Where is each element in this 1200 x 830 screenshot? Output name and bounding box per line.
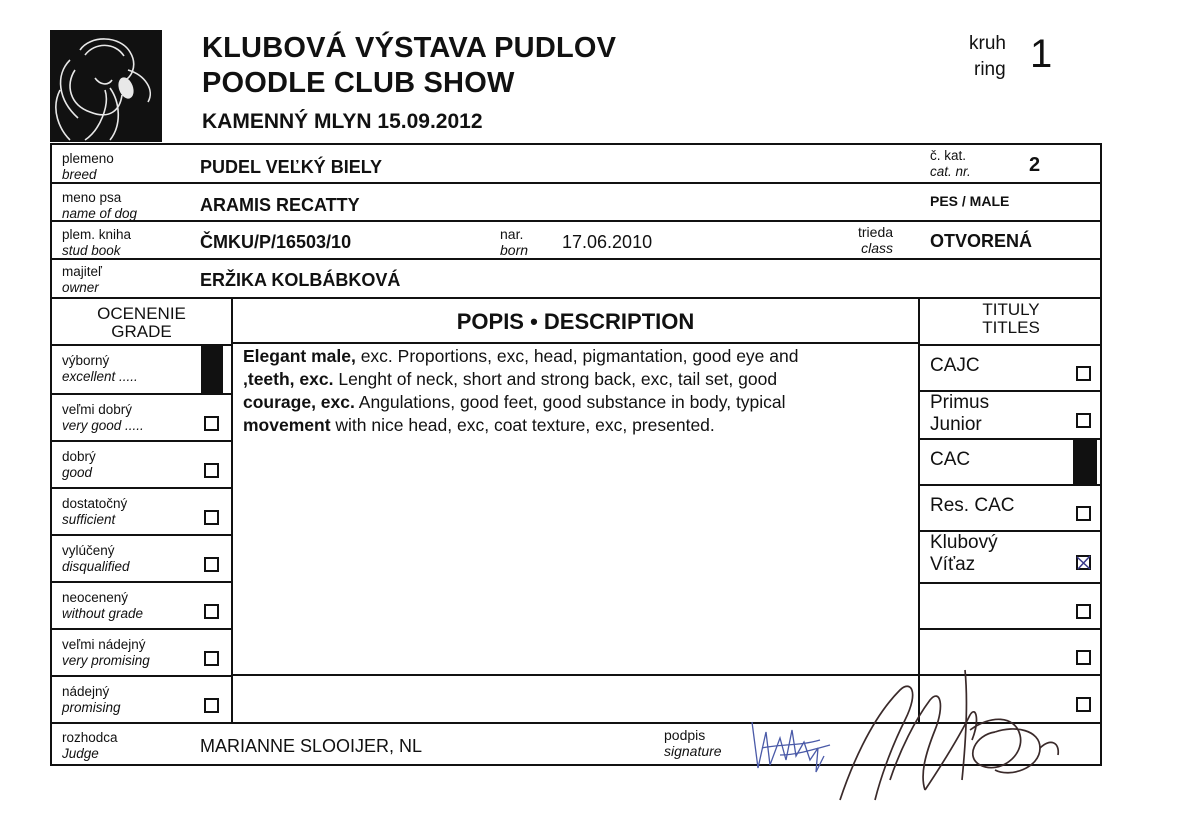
dog-name-label: meno psa name of dog (62, 190, 138, 221)
title-checkbox[interactable] (1076, 604, 1091, 619)
breed-value: PUDEL VEĽKÝ BIELY (200, 157, 383, 177)
title-label-line1: Klubový (930, 532, 998, 553)
grade-label (62, 590, 143, 622)
cross-mark-icon (1076, 555, 1091, 570)
grade-checkbox[interactable] (204, 416, 219, 431)
owner-label: majiteľ owner (62, 264, 102, 295)
grade-checkbox[interactable] (204, 604, 219, 619)
divider (50, 675, 233, 677)
grade-label-en: sufficient (62, 512, 116, 527)
poodle-logo (50, 30, 162, 142)
divider (50, 258, 1102, 260)
grade-column-divider (231, 297, 233, 724)
grade-header: OCENENIE GRADE (97, 304, 186, 341)
grade-checkbox[interactable] (204, 651, 219, 666)
divider (50, 440, 233, 442)
divider (918, 582, 1102, 584)
grade-label (62, 637, 150, 669)
divider (50, 581, 233, 583)
studbook-label: plem. kniha stud book (62, 227, 132, 258)
title-checkbox-checked[interactable] (1073, 440, 1097, 484)
grade-label-sk: veľmi nádejný (62, 637, 146, 652)
stamp-signature (752, 722, 830, 772)
show-title-sk: KLUBOVÁ VÝSTAVA PUDLOV (202, 32, 617, 64)
grade-label-sk: dostatočný (62, 496, 128, 511)
grade-label (62, 353, 138, 385)
title-label (930, 355, 980, 377)
grade-label-sk: vylúčený (62, 543, 115, 558)
grade-checkbox-checked[interactable] (201, 346, 223, 393)
signature-label: podpis signature (664, 727, 722, 759)
sex-value: PES / MALE (930, 193, 1010, 209)
ring-number: 1 (1030, 32, 1053, 76)
grade-label (62, 684, 121, 716)
grade-label (62, 402, 144, 434)
divider (50, 393, 233, 395)
grade-label-sk: výborný (62, 353, 110, 368)
grade-label (62, 496, 127, 528)
title-label (930, 392, 989, 436)
title-checkbox[interactable] (1076, 413, 1091, 428)
divider (50, 220, 1102, 222)
breed-label: plemeno breed (62, 151, 114, 182)
divider (50, 182, 1102, 184)
description-text: Elegant male, exc. Proportions, exc, head, pigmantation, good eye and ,teeth, exc. Lenght of neck, short and strong back, exc, tail set, good courage, exc. Angulations, good feet, good substance in body, typical movement with nice head, exc, coat texture, exc, presented. (243, 346, 799, 435)
judge-value: MARIANNE SLOOIJER, NL (200, 736, 423, 756)
grade-label-en: good (62, 465, 93, 480)
title-label-line1: Primus (930, 392, 990, 413)
divider (50, 487, 233, 489)
judge-label: rozhodca Judge (62, 730, 118, 761)
grade-label (62, 543, 130, 575)
title-label-line1: CAJC (930, 355, 980, 376)
title-checkbox-crossed[interactable] (1076, 555, 1091, 570)
ring-label-sk: kruh (969, 33, 1006, 54)
divider (918, 344, 1102, 346)
born-label: nar. born (500, 226, 529, 258)
ring-label-en: ring (974, 59, 1006, 80)
title-label-line2: Víťaz (930, 554, 976, 575)
grade-label-en: without grade (62, 606, 144, 621)
grade-label-sk: nádejný (62, 684, 110, 699)
signature-scribbles (740, 660, 1100, 810)
poodle-logo-drawing (50, 30, 162, 142)
title-label-line1: CAC (930, 449, 971, 470)
class-label: trieda class (858, 224, 894, 256)
divider (50, 534, 233, 536)
titles-header: TITULY TITLES (982, 300, 1040, 337)
title-label (930, 449, 970, 471)
dog-name-value: ARAMIS RECATTY (200, 195, 360, 215)
show-place-date: KAMENNÝ MLYN 15.09.2012 (202, 110, 483, 133)
cat-nr-label: č. kat. cat. nr. (930, 148, 971, 179)
studbook-value: ČMKU/P/16503/10 (200, 232, 352, 252)
show-title-en: POODLE CLUB SHOW (202, 67, 515, 99)
divider (918, 628, 1102, 630)
divider (50, 297, 1102, 299)
title-label (930, 532, 998, 576)
grade-checkbox[interactable] (204, 698, 219, 713)
description-header: POPIS • DESCRIPTION (456, 309, 695, 334)
grade-label-sk: veľmi dobrý (62, 402, 132, 417)
grade-label-en: very promising (62, 653, 150, 668)
title-checkbox[interactable] (1076, 366, 1091, 381)
class-value: OTVORENÁ (930, 231, 1033, 251)
judge-signature (840, 670, 1058, 800)
title-label-line2: Junior (930, 414, 982, 435)
grade-label-sk: dobrý (62, 449, 96, 464)
grade-checkbox[interactable] (204, 557, 219, 572)
divider (231, 342, 920, 344)
title-checkbox[interactable] (1076, 506, 1091, 521)
divider (50, 628, 233, 630)
grade-checkbox[interactable] (204, 510, 219, 525)
grade-label-en: very good ..... (62, 418, 144, 433)
owner-value: ERŽIKA KOLBÁBKOVÁ (200, 270, 401, 290)
grade-label-en: promising (62, 700, 121, 715)
born-value: 17.06.2010 (562, 232, 653, 252)
title-label-line1: Res. CAC (930, 495, 1015, 516)
grade-label-en: disqualified (62, 559, 130, 574)
grade-label-en: excellent ..... (62, 369, 138, 384)
grade-label (62, 449, 96, 481)
cat-nr-value: 2 (1029, 154, 1041, 176)
title-label (930, 495, 1014, 517)
divider (918, 484, 1102, 486)
grade-checkbox[interactable] (204, 463, 219, 478)
grade-label-sk: neocenený (62, 590, 129, 605)
